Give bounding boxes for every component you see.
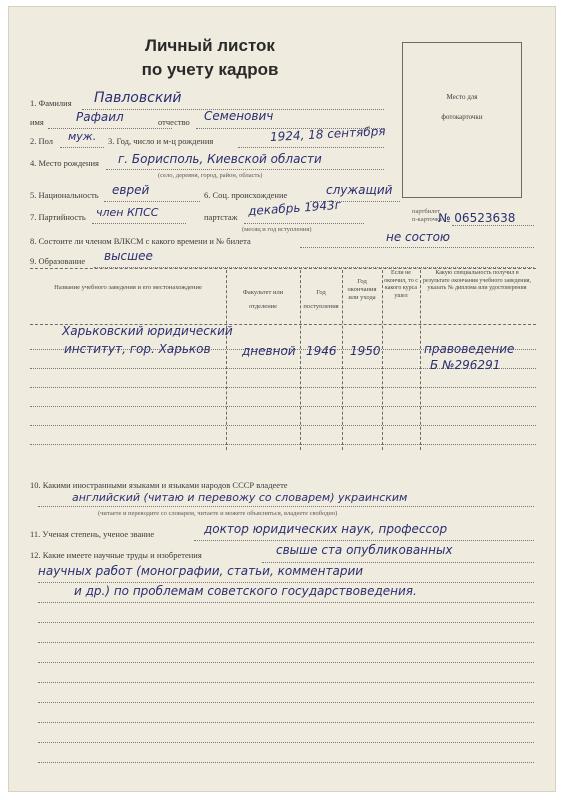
nationality-value: еврей bbox=[112, 183, 150, 197]
party-card-label-2: п-карточка bbox=[412, 216, 442, 223]
nationality-label: 5. Национальность bbox=[30, 190, 99, 200]
party-tenure-hint: (месяц и год вступления) bbox=[242, 226, 312, 233]
birthplace-hint: (село, деревня, город, район, область) bbox=[158, 172, 263, 179]
edu-header-incomplete: Если не окончил, то с какого курса ушел bbox=[384, 270, 418, 299]
languages-value: английский (читаю и перевожу со словарем) украинским bbox=[72, 491, 408, 504]
photo-label-2: фотокарточки bbox=[441, 113, 483, 121]
form-title-line2: по учету кадров bbox=[141, 60, 279, 79]
languages-label: 10. Какими иностранными языками и языками народов СССР владеете bbox=[30, 480, 288, 490]
patronymic-label: отчество bbox=[158, 117, 190, 127]
photo-label-1: Место для bbox=[446, 93, 478, 101]
photo-placeholder bbox=[402, 42, 522, 198]
degree-value: доктор юридических наук, профессор bbox=[204, 522, 448, 536]
edu-header-start: Год поступления bbox=[303, 289, 339, 310]
party-card-value: № 06523638 bbox=[438, 211, 516, 225]
edu-header-specialty: Какую специальность получил в результате окончания учебного заведения, указать № диплома или удостоверения bbox=[423, 270, 531, 291]
first-name-label: имя bbox=[30, 117, 44, 127]
birth-date-label: 3. Год, число и м-ц рождения bbox=[108, 136, 214, 146]
party-value: член КПСС bbox=[96, 206, 159, 219]
degree-label: 11. Ученая степень, ученое звание bbox=[30, 529, 155, 539]
works-value-line1: свыше ста опубликованных bbox=[276, 543, 453, 557]
sex-value: муж. bbox=[68, 130, 97, 143]
party-tenure-value: декабрь 1943г bbox=[247, 197, 342, 219]
birth-date-value: 1924, 18 сентября bbox=[269, 123, 386, 145]
form-sheet bbox=[8, 6, 556, 792]
works-label: 12. Какие имеете научные труды и изобретения bbox=[30, 550, 202, 560]
party-label: 7. Партийность bbox=[30, 212, 86, 222]
edu-row1-specialty: правоведение bbox=[424, 342, 515, 356]
sex-label: 2. Пол bbox=[30, 136, 54, 146]
works-value-line3: и др.) по проблемам советского государствоведения. bbox=[74, 584, 417, 598]
birthplace-label: 4. Место рождения bbox=[30, 158, 99, 168]
education-label: 9. Образование bbox=[30, 256, 86, 266]
works-value-line2: научных работ (монографии, статьи, комментарии bbox=[38, 564, 364, 578]
social-origin-label: 6. Соц. происхождение bbox=[204, 190, 288, 200]
edu-row1-school: Харьковский юридический bbox=[62, 324, 233, 338]
edu-row1-end: 1950 bbox=[350, 344, 381, 358]
first-name-value: Рафаил bbox=[76, 110, 124, 124]
edu-row1-start: 1946 bbox=[306, 344, 337, 358]
edu-row1-faculty: дневной bbox=[242, 344, 296, 358]
edu-header-faculty: Факультет или отделение bbox=[242, 289, 284, 310]
komsomol-value: не состою bbox=[386, 230, 451, 244]
edu-row1-diploma: Б №296291 bbox=[430, 358, 501, 372]
patronymic-value: Семенович bbox=[204, 109, 274, 123]
education-value: высшее bbox=[104, 249, 153, 263]
surname-label: 1. Фамилия bbox=[30, 98, 72, 108]
party-tenure-label: партстаж bbox=[204, 212, 238, 222]
komsomol-label: 8. Состоите ли членом ВЛКСМ с какого времени и № билета bbox=[30, 236, 251, 246]
languages-hint: (читаете и переводите со словарем, читаете и можете объясняться, владеете свободно) bbox=[98, 510, 338, 517]
edu-header-end: Год окончания или ухода bbox=[347, 278, 377, 301]
edu-header-school: Название учебного заведения и его местонахождение bbox=[54, 284, 202, 291]
social-origin-value: служащий bbox=[326, 183, 393, 197]
birthplace-value: г. Борисполь, Киевской области bbox=[118, 152, 322, 166]
surname-value: Павловский bbox=[94, 90, 182, 106]
edu-row1-school-city: институт, гор. Харьков bbox=[64, 342, 211, 356]
form-title-line1: Личный листок bbox=[145, 36, 275, 55]
form-title bbox=[120, 36, 300, 80]
party-card-label-1: партбилет bbox=[412, 208, 441, 215]
